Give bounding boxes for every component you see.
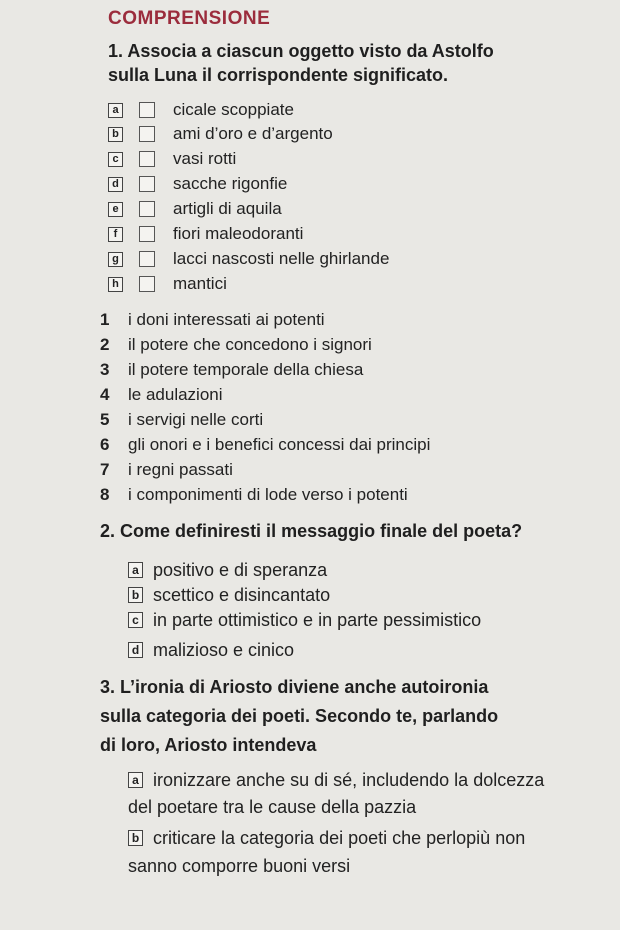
meaning-number: 2 (100, 335, 110, 354)
question-2 (100, 516, 522, 546)
item-text: artigli di aquila (173, 199, 282, 218)
option-letter: b (128, 830, 143, 846)
item-letter: b (108, 127, 123, 142)
meaning-text: il potere temporale della chiesa (128, 360, 364, 379)
answer-box[interactable] (139, 251, 155, 267)
item-text: vasi rotti (173, 149, 237, 168)
meaning-item-3 (100, 358, 363, 382)
answer-box[interactable] (139, 102, 155, 118)
item-letter: a (108, 103, 123, 118)
option-letter: a (128, 772, 143, 788)
question-1-line-2: sulla Luna il corrispondente significato. (108, 65, 449, 85)
q3-option-a[interactable] (128, 767, 544, 793)
q3-option-b-continued: sanno comporre buoni versi (128, 856, 351, 876)
option-text: in parte ottimistico e in parte pessimistico (153, 609, 482, 630)
meaning-text: le adulazioni (128, 385, 223, 404)
q3-option-a-continued: del poetare tra le cause della pazzia (128, 797, 417, 817)
answer-box[interactable] (139, 126, 155, 142)
answer-box[interactable] (139, 201, 155, 217)
answer-box[interactable] (139, 176, 155, 192)
meaning-text: gli onori e i benefici concessi dai principi (128, 435, 431, 454)
meaning-text: i doni interessati ai potenti (128, 310, 325, 329)
question-3-number: 3. (100, 677, 116, 697)
meaning-text: i regni passati (128, 460, 233, 479)
item-letter: d (108, 177, 123, 192)
answer-box[interactable] (139, 226, 155, 242)
meaning-item-7 (100, 458, 233, 482)
item-text: lacci nascosti nelle ghirlande (173, 249, 390, 268)
meaning-number: 4 (100, 385, 110, 404)
item-letter: c (108, 152, 123, 167)
item-text: cicale scoppiate (173, 100, 294, 119)
meaning-number: 8 (100, 485, 110, 504)
meaning-number: 3 (100, 360, 110, 379)
object-item-d (108, 172, 287, 196)
answer-box[interactable] (139, 151, 155, 167)
object-item-g (108, 247, 389, 271)
item-text: ami d’oro e d’argento (173, 124, 333, 143)
meaning-text: i servigi nelle corti (128, 410, 264, 429)
item-text: fiori maleodoranti (173, 224, 304, 243)
option-text: positivo e di speranza (153, 559, 328, 580)
meaning-item-8 (100, 483, 408, 507)
meaning-item-2 (100, 333, 372, 357)
option-letter: c (128, 612, 143, 628)
section-heading: COMPRENSIONE (108, 8, 271, 29)
meaning-number: 1 (100, 310, 110, 329)
option-text: scettico e disincantato (153, 584, 331, 605)
meaning-item-5 (100, 408, 263, 432)
question-3-line-3: di loro, Ariosto intendeva (100, 735, 317, 755)
object-item-h (108, 272, 227, 296)
item-letter: f (108, 227, 123, 242)
q2-option-c[interactable] (128, 607, 481, 633)
option-letter: d (128, 642, 143, 658)
answer-box[interactable] (139, 276, 155, 292)
question-3-text: L’ironia di Ariosto diviene anche autoironia (120, 677, 489, 697)
meaning-item-1 (100, 308, 325, 332)
q2-option-d[interactable] (128, 637, 294, 663)
item-letter: e (108, 202, 123, 217)
object-item-c (108, 147, 236, 171)
question-3-line-2: sulla categoria dei poeti. Secondo te, parlando (100, 706, 499, 726)
object-item-e (108, 197, 282, 221)
meaning-text: i componimenti di lode verso i potenti (128, 485, 408, 504)
object-item-b (108, 122, 333, 146)
option-text: ironizzare anche su di sé, includendo la dolcezza (153, 769, 545, 790)
object-item-f (108, 222, 303, 246)
question-1-text: Associa a ciascun oggetto visto da Astolfo (127, 41, 494, 61)
option-text: malizioso e cinico (153, 639, 295, 660)
question-1-number: 1. (108, 41, 124, 61)
item-text: sacche rigonfie (173, 174, 288, 193)
meaning-text: il potere che concedono i signori (128, 335, 372, 354)
option-letter: b (128, 587, 143, 603)
q2-option-a[interactable] (128, 557, 327, 583)
meaning-number: 7 (100, 460, 110, 479)
item-letter: g (108, 252, 123, 267)
meaning-number: 5 (100, 410, 110, 429)
q3-option-b[interactable] (128, 825, 525, 851)
question-3-line-1 (100, 672, 488, 702)
meaning-number: 6 (100, 435, 110, 454)
question-2-number: 2. (100, 521, 116, 541)
item-text: mantici (173, 274, 227, 293)
option-letter: a (128, 562, 143, 578)
q2-option-b[interactable] (128, 582, 330, 608)
question-2-text: Come definiresti il messaggio finale del poeta? (120, 521, 523, 541)
object-item-a (108, 98, 294, 122)
meaning-item-6 (100, 433, 430, 457)
item-letter: h (108, 277, 123, 292)
meaning-item-4 (100, 383, 223, 407)
option-text: criticare la categoria dei poeti che perlopiù non (153, 827, 526, 848)
